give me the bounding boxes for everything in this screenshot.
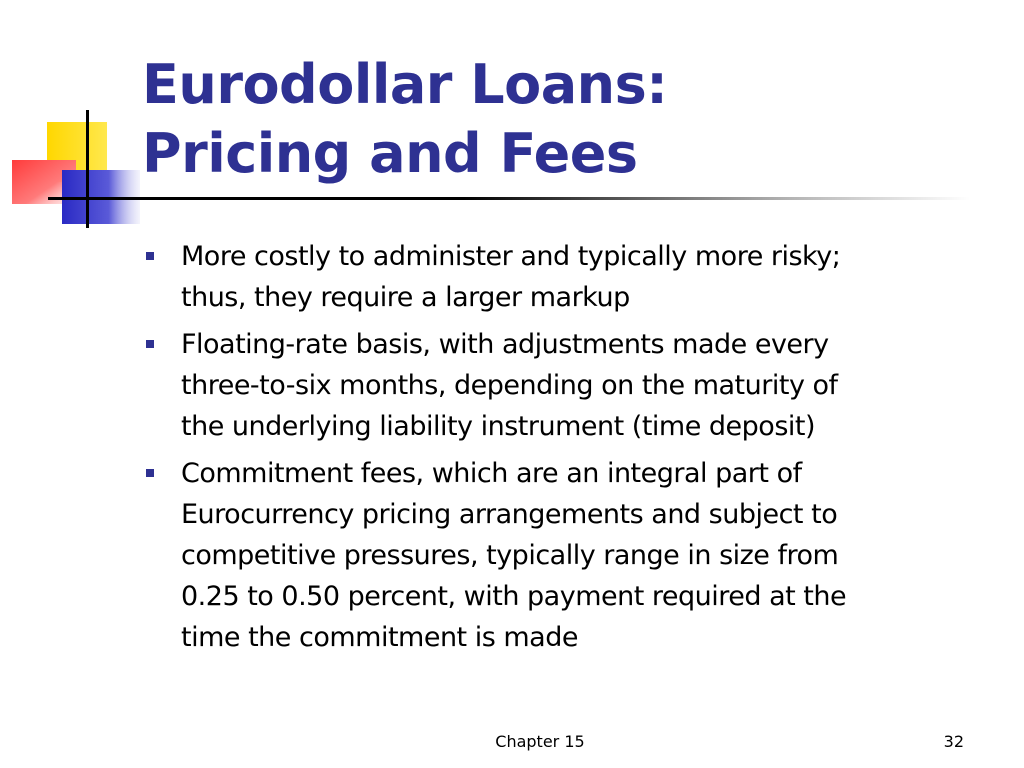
bullet-text [181,453,990,658]
footer-chapter: Chapter 15 [495,732,585,751]
bullet-line: three-to-six months, depending on the maturity of [181,370,838,401]
bullet-line: Commitment fees, which are an integral part of [181,458,802,489]
bullet-text [181,236,990,318]
bullet-line: More costly to administer and typically more risky; [181,241,841,272]
footer-page-number: 32 [943,732,964,751]
square-bullet-icon [146,469,154,477]
bullet-list [140,236,990,664]
bullet-line: Eurocurrency pricing arrangements and subject to [181,499,838,530]
bullet-line: 0.25 to 0.50 percent, with payment required at the [181,581,847,612]
bullet-line: thus, they require a larger markup [181,282,630,313]
bullet-item [140,324,990,447]
bullet-line: time the commitment is made [181,622,578,653]
title-divider [50,197,970,200]
logo-vertical-line [86,110,89,228]
bullet-item [140,236,990,318]
bullet-item [140,453,990,658]
bullet-line: the underlying liability instrument (time deposit) [181,411,816,442]
slide-title [142,50,1002,188]
bullet-line: Floating-rate basis, with adjustments made every [181,329,829,360]
slide-title-line-1: Eurodollar Loans: [142,53,668,116]
squares-logo-icon [0,0,150,240]
bullet-line: competitive pressures, typically range in size from [181,540,839,571]
square-bullet-icon [146,252,154,260]
slide-title-line-2: Pricing and Fees [142,122,638,185]
square-bullet-icon [146,340,154,348]
bullet-text [181,324,990,447]
